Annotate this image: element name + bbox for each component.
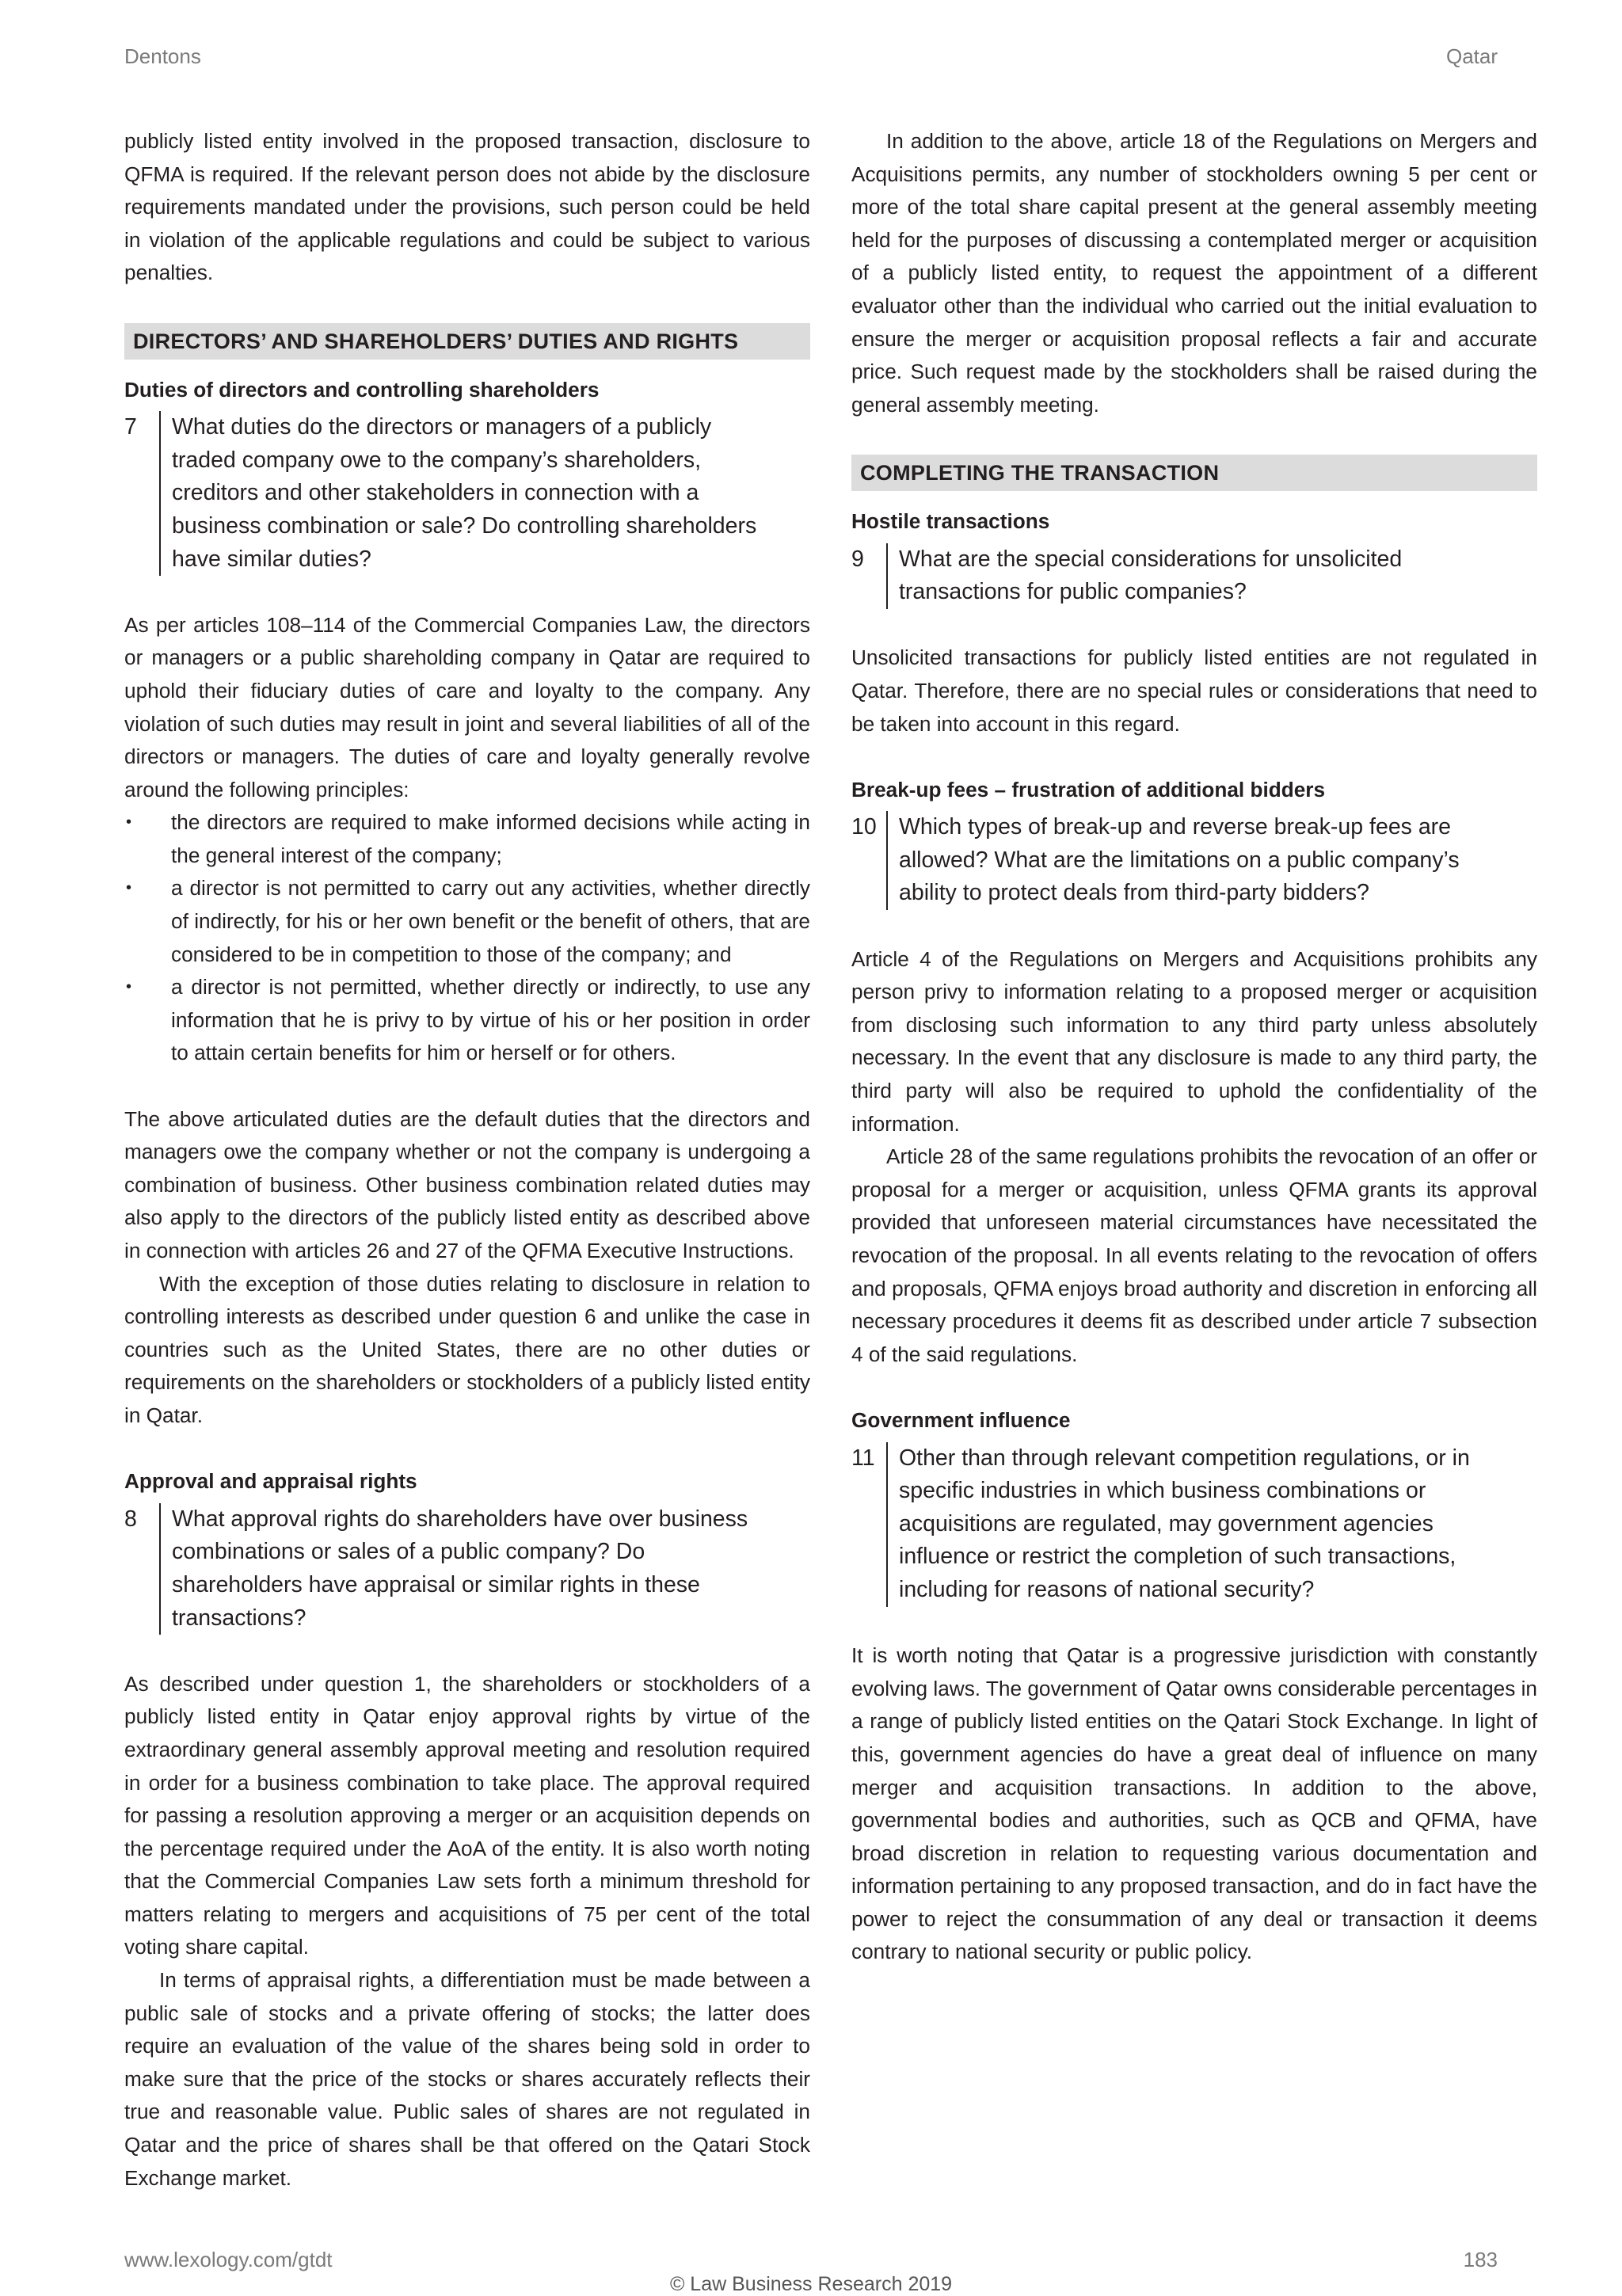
question-10	[851, 811, 1537, 910]
answer-paragraph: In terms of appraisal rights, a differentiation must be made between a public sale of stocks and a private offering of stocks; the latter does require an evaluation of the value of the shares being sold in order to make sure that the price of the stocks or shares accurately reflects their true and reasonable value. Public sales of shares are not regulated in Qatar and the price of shares shall be that offered on the Qatari Stock Exchange market.	[124, 1968, 810, 2190]
question-8	[124, 1503, 810, 1635]
section-heading-duties-rights: DIRECTORS’ AND SHAREHOLDERS’ DUTIES AND RIGHTS	[124, 323, 810, 360]
subheading-government: Government influence	[851, 1407, 1071, 1432]
answer-paragraph: Unsolicited transactions for publicly listed entities are not regulated in Qatar. Therefore, there are no special rules or considerations that need to be taken into account in this regard.	[851, 645, 1537, 736]
intro-paragraph: publicly listed entity involved in the proposed transaction, disclosure to QFMA is required. If the relevant person does not abide by the disclosure requirements mandated under the provisions, such person could be held in violation of the applicable regulations and could be subject to various penalties.	[124, 129, 810, 285]
answer-paragraph: As per articles 108–114 of the Commercial Companies Law, the directors or managers or a public shareholding company in Qatar are required to uphold their fiduciary duties of care and loyalty to the company. Any violation of such duties may result in joint and several liabilities of all of the directors or managers. The duties of care and loyalty generally revolve around the following principles:	[124, 612, 810, 802]
question-text: What approval rights do shareholders have over business combinations or sales of a public company? Do shareholders have appraisal or similar rights in these transactions?	[159, 1503, 774, 1635]
question-number: 7	[124, 414, 137, 440]
question-text: What are the special considerations for unsolicited transactions for public companies?	[886, 543, 1501, 609]
list-item: • the directors are required to make informed decisions while acting in the general interest of the company;	[124, 806, 810, 872]
subheading-approval: Approval and appraisal rights	[124, 1469, 417, 1494]
answer-paragraph: Article 28 of the same regulations prohibits the revocation of an offer or proposal for a merger or acquisition, unless QFMA grants its approval provided that unforeseen material circumstances have necessitated the revocation of the proposal. In all events relating to the revocation of offers and proposals, QFMA enjoys broad authority and discretion in enforcing all necessary procedures it deems fit as described under article 7 subsection 4 of the said regulations.	[851, 1144, 1537, 1366]
question-text: Which types of break-up and reverse break-up fees are allowed? What are the limitations on a public company’s ability to protect deals from third-party bidders?	[886, 811, 1501, 910]
right-column	[851, 125, 1537, 1969]
question-9	[851, 543, 1537, 609]
subheading-break-up-fees: Break-up fees – frustration of additional bidders	[851, 777, 1326, 802]
subheading-duties: Duties of directors and controlling shareholders	[124, 377, 600, 402]
answer-paragraph: Article 4 of the Regulations on Mergers and Acquisitions prohibits any person privy to information relating to a proposed merger or acquisition from disclosing such information to any third party unless absolutely necessary. In the event that any disclosure is made to any third party, the third party will also be required to uphold the confidentiality of the information.	[851, 946, 1537, 1136]
answer-paragraph: As described under question 1, the shareholders or stockholders of a publicly listed entity in Qatar enjoy approval rights by virtue of the extraordinary general assembly approval meeting and resolution required in order for a business combination to take place. The approval required for passing a resolution approving a merger or an acquisition depends on the percentage required under the AoA of the entity. It is also worth noting that the Commercial Companies Law sets forth a minimum threshold for matters relating to mergers and acquisitions of 75 per cent of the total voting share capital.	[124, 1671, 810, 1959]
section-heading-completing: COMPLETING THE TRANSACTION	[851, 455, 1537, 491]
answer-paragraph: The above articulated duties are the default duties that the directors and managers owe the company whether or not the company is undergoing a combination of business. Other business combination related duties may also apply to the directors of the publicly listed entity as described above in connection with articles 26 and 27 of the QFMA Executive Instructions.	[124, 1106, 810, 1262]
header-country: Qatar	[1445, 44, 1498, 68]
subheading-hostile: Hostile transactions	[851, 508, 1050, 533]
left-column	[124, 125, 810, 2195]
question-text: Other than through relevant competition regulations, or in specific industries in which business combinations or acquisitions are regulated, may government agencies influence or restrict the completion of such transactions, including for reasons of national security?	[886, 1442, 1501, 1607]
question-7	[124, 411, 810, 576]
question-text: What duties do the directors or managers of a publicly traded company owe to the company’s shareholders, creditors and other stakeholders in connection with a business combination or sale? Do controlling shareholders have similar duties?	[159, 411, 774, 576]
answer-paragraph: It is worth noting that Qatar is a progressive jurisdiction with constantly evolving laws. The government of Qatar owns considerable percentages in a range of publicly listed entities on the Qatari Stock Exchange. In light of this, government agencies do have a great deal of influence on many merger and acquisition transactions. In addition to the above, governmental bodies and authorities, such as QCB and QFMA, have broad discretion in relation to requesting various documentation and information pertaining to any proposed transaction, and do in fact have the power to reject the consummation of any deal or transaction it deems contrary to national security or public policy.	[851, 1643, 1537, 1964]
duties-list	[124, 806, 810, 1070]
footer-url[interactable]: www.lexology.com/gtdt	[124, 2248, 333, 2271]
question-number: 9	[851, 546, 864, 572]
question-number: 11	[851, 1445, 875, 1471]
page-number: 183	[1463, 2248, 1498, 2271]
header-publisher: Dentons	[124, 44, 201, 68]
question-11	[851, 1442, 1537, 1607]
question-number: 8	[124, 1506, 137, 1532]
copyright-notice: © Law Business Research 2019	[669, 2273, 953, 2295]
list-item: • a director is not permitted, whether directly or indirectly, to use any information that he is privy to by virtue of his or her position in order to attain certain benefits for him or herself or for others.	[124, 971, 810, 1070]
question-number: 10	[851, 814, 877, 840]
answer-paragraph: With the exception of those duties relating to disclosure in relation to controlling interests as described under question 6 and unlike the case in countries such as the United States, there are no other duties or requirements on the shareholders or stockholders of a publicly listed entity in Qatar.	[124, 1271, 810, 1427]
list-item: • a director is not permitted to carry out any activities, whether directly of indirectly, for his or her own benefit or the benefit of others, that are considered to be in competition to those of the company; and	[124, 872, 810, 971]
intro-paragraph: In addition to the above, article 18 of the Regulations on Mergers and Acquisitions permits, any number of stockholders owning 5 per cent or more of the total share capital present at the general assembly meeting held for the purposes of discussing a contemplated merger or acquisition of a publicly listed entity, to request the appointment of a different evaluator other than the individual who carried out the initial evaluation to ensure the merger or acquisition proposal reflects a fair and accurate price. Such request made by the stockholders shall be raised during the general assembly meeting.	[851, 129, 1537, 417]
